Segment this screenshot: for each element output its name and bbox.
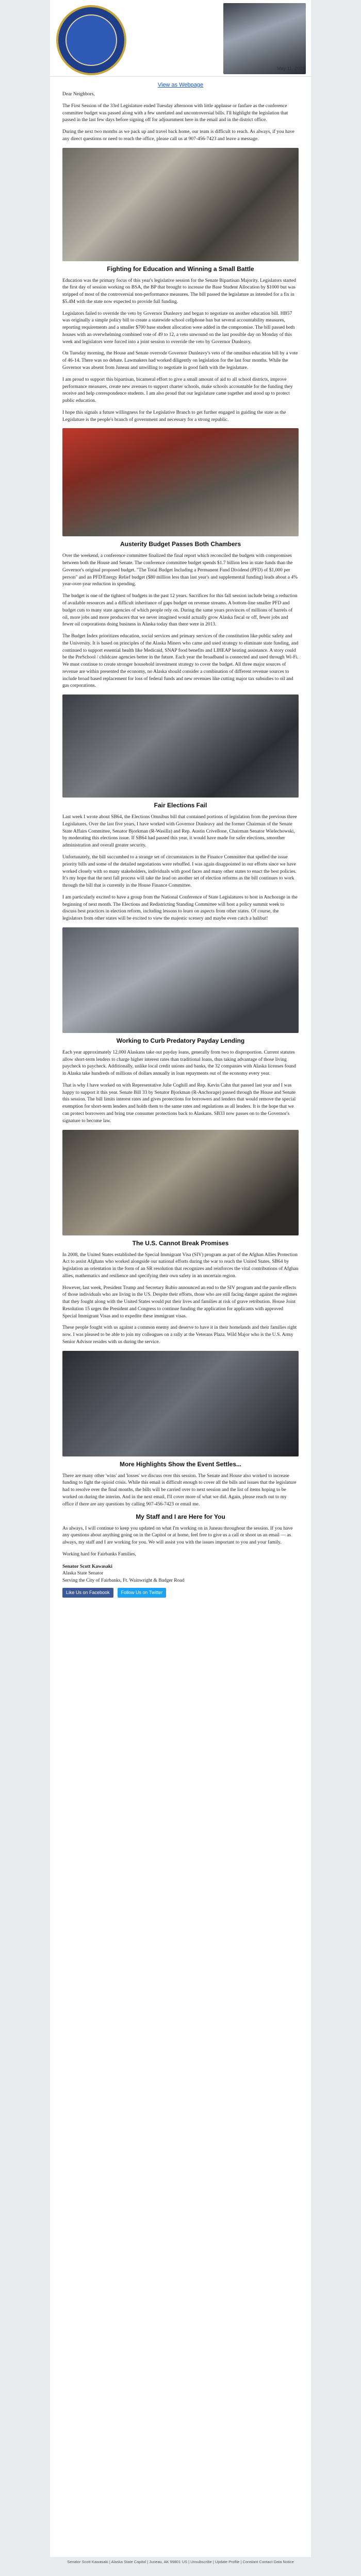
section-paragraph: The Budget Index prioritizes education, social services and primary services of the constitution like public safety and the University. It is based on principles of the Alaska Miners who came and used strategy to eliminate state funding, and continued to support essential health like Medicaid, SNAP food benefits and LIHEAP heating assistance. A story could be the PreSchool / childcare agencies better in the future. Each year the broadband is connected and used through Wi-Fi. We must continue to create stronger household investment strategy to cover the budget. All three major sources of revenue are within presented the economy, no Alaska should consider a combination of different revenue sources to include broad based replacement for loss of federal funds and new revenues like cutting major tax subsidies to oil and gas corporations. [62, 634, 299, 689]
intro-paragraph: The First Session of the 33rd Legislature ended Tuesday afternoon with little applause or fanfare as the conference committee budget was passed along with a few unrelated and uncontroversial bills. I'll highlight the legislation that passed in the last few days before signing off for adjournment here in the email and in the district office. [62, 103, 288, 123]
elections-section [50, 814, 311, 923]
senator-role: Alaska State Senator [62, 1571, 104, 1577]
education-photo [62, 148, 299, 261]
budget-section [50, 553, 311, 690]
section-paragraph: Last week I wrote about SB64, the Elections Omnibus bill that contained portions of legislation from the previous three Legislatures. Over the last five years, I have worked with Governor Dunleavy and the former Chairman of the Senate State Affairs Committee, Senator Bjorkman (R-Wasilla) and Rep. Austin Crivellone, Chairman Senator Wielechowski, by moderating this elections issue. If SB64 had passed this year, it would have made for safer elections, smoother administration and overall greater security. [62, 815, 297, 849]
seal-inner [65, 14, 117, 66]
section-paragraph: I am proud to support this bipartisan, bicameral effort to give a small amount of aid to all school districts, improve performance measures, create new avenues to support charter schools, make schools accountable for the funding they receive and help correspondence students. I am also proud that our legislature came together and stood up to protect public education. [62, 377, 293, 404]
twitter-button[interactable]: Follow Us on Twitter [118, 1588, 167, 1598]
view-as-webpage-link[interactable]: View as Webpage [157, 82, 204, 88]
section-paragraph: Over the weekend, a conference committee finalized the final report which reconciled the budgets with compromises between both the House and Senate. The conference committee budget spends $1.7 billion less in state funds than the Governor's original proposed budget. "The Total Budget Including a Permanent Fund Dividend (PFD) of $1,000 per person" and an PFD/Energy Relief budget ($80 million less than last year's and supplemental funding) leads about a 4% year-over-year reduction in spending. [62, 553, 298, 587]
section-paragraph: In 2008, the United States established the Special Immigrant Visa (SIV) program as part of the Afghan Allies Protection Act to assist Afghans who worked alongside our national efforts during the war to reach the United States. SB64 by legislation an orientation in the form of an SR resolution that recognizes and reinforces the vital contributions of Afghan allies, mathematics and resilience and specifying their own safety in an uncertain region. [62, 1252, 299, 1279]
signoff-closing: Working hard for Fairbanks Families, [62, 1551, 137, 1557]
senator-name: Senator Scott Kawasaki [62, 1564, 112, 1569]
section-paragraph: These people fought with us against a common enemy and deserve to have it in their homelands and their families right now. I was pleased to be able to join my colleagues on a rally at the Veterans Plaza. Wild Major who is the U.S. Army Senior Advisor resides with us during the service. [62, 1325, 297, 1345]
section-heading: Fighting for Education and Winning a Small Battle [107, 265, 254, 273]
section-heading: Fair Elections Fail [154, 802, 207, 809]
committee-photo [62, 927, 299, 1033]
signoff [62, 1551, 299, 1598]
staff-section [50, 1526, 311, 1598]
newsletter-date: May 11, 2023 [277, 66, 305, 71]
social-links [62, 1588, 299, 1598]
senate-floor-photo [62, 694, 299, 798]
senator-portrait [223, 3, 306, 74]
email-container [50, 0, 311, 2576]
email-header [50, 0, 311, 77]
senator-district: Serving the City of Fairbanks, Ft. Wainwright & Badger Road [62, 1578, 185, 1584]
section-heading: Working to Curb Predatory Payday Lending [116, 1037, 245, 1044]
promises-section [50, 1252, 311, 1346]
section-paragraph: Legislators failed to override the veto by Governor Dunleavy and began to negotiate on another education bill. HB57 was originally a simple policy bill to create a statewide school cellphone ban but several accountability measures, reporting requirements and a smaller $700 base student allocation were added in the compromise. The bill passed both houses with an overwhelming combined vote of 49 to 12, a veto unwound on the last possible day on Monday of this week and legislators were forced into a joint session to override the veto by Governor Dunleavy. [62, 311, 295, 345]
section-paragraph: On Tuesday morning, the House and Senate overrode Governor Dunleavy's veto of the omnibus education bill by a vote of 46-14. There was no debate. Lawmakers had worked diligently on legislation for the last four months. While the Governor was absent from Juneau and unwilling to negotiate in good faith with the legislature. [62, 351, 298, 371]
section-paragraph: That is why I have worked on with Representative Julie Coghill and Rep. Kevin Cahn that passed last year and I was happy to support it this year. Senate Bill 33 by Senator Bjorkman (R-Anchorage) passed through the House and Senate this session. The bill limits interest rates and gives protections for borrowers and lenders that would remove the special exemption for short-term lenders and holds them to the same rates and regulations as all lenders. It is the hope that we can protect borrowers and bring true consumer protections back to Alaskans. SB33 now passes on to the Governor's signature to become law. [62, 1082, 296, 1124]
rally-speaker-photo [62, 1351, 299, 1456]
hearing-photo [62, 1130, 299, 1235]
state-seal-logo [56, 5, 126, 75]
section-heading: Austerity Budget Passes Both Chambers [120, 540, 241, 548]
section-paragraph: The budget is one of the tightest of budgets in the past 12 years. Sacrifices for this fall session include being a reduction of available resources and a difficult inheritance of gaps budget on revenue streams. A bottom-line smaller PFD and budget cuts to many state agencies of which people rely on. During the same years provinces of millions of barrels of oil, more jobs and more producers that we never imagined would actually grow Alaska fiscal or off, fewer jobs and fewer oil corporations doing business in Alaska today than there were in 2013. [62, 594, 298, 628]
section-paragraph: I am particularly excited to have a group from the National Conference of State Legislatures to host in Anchorage in the beginning of next month. The Elections and Redistricting Standing Committee will host a policy summit week to discuss best practices in election reform, including lessons to learn on aspects from other states. Of course, the legislators from other states will be excited to view the majestic scenery and maybe even catch a halibut! [62, 894, 298, 922]
section-heading: My Staff and I are Here for You [136, 1513, 225, 1520]
unsubscribe-footer[interactable]: Senator Scott Kawasaki | Alaska State Capitol | Juneau, AK 99801 US | Unsubscribe | Update Profile | Constant Contact Data Notice [0, 2557, 361, 2576]
section-paragraph: Education was the primary focus of this year's legislative session for the Senate Bipartisan Majority. Legislators started the first day of session working on BSA, the BP that brought to increase the Base Student Allocation by $1000 but was stripped of most of the controversial non-performance measures. The bill passed the legislature as intended for a fix in $5.4M with the state now expected to provide full funding. [62, 278, 297, 304]
section-paragraph: Each year approximately 12,000 Alaskans take out payday loans, generally from two to disproportion. Current statutes allow short-term lenders to charge higher interest rates than traditional loans, thus taking advantage of those living paycheck to paycheck. Additionally, unlike local credit unions and banks, the 32 companies with Alaska licenses found in Alaska take hundreds of millions of dollars annually in loan repayments out of the economy every year. [62, 1049, 296, 1077]
greeting: Dear Neighbors, [62, 92, 95, 97]
facebook-button[interactable]: Like Us on Facebook [62, 1588, 113, 1598]
section-paragraph: Unfortunately, the bill succumbed to a strange set of circumstances in the Finance Committee that spelled the issue priority bills and some of the detailed negotiations were rebuffed. I was again disappointed in our efforts since we have worked closely with so many stakeholders, individuals with good faces and many other states to enact the best policies. It's my hope that the next fall process will take the lead on another set of election reforms as the bill continues to work through the bill that is currently in the House Finance Committee. [62, 854, 297, 889]
intro-paragraph: During the next two months as we pack up and travel back home, our team is difficult to reach. As always, if you have any direct questions or need to reach the office, please call us at 907-456-7423 and leave a message. [62, 129, 294, 142]
highlights-section [50, 1473, 311, 1509]
section-paragraph: I hope this signals a future willingness for the Legislative Branch to get further engaged in guiding the state as the Legislature is the people's branch of government and necessary for a strong republic. [62, 410, 286, 422]
education-section [50, 278, 311, 424]
section-paragraph: As always, I will continue to keep you updated on what I'm working on in Juneau throughout the session. If you have any questions about anything going on in the Capitol or at home, feel free to give us a call or shoot us an email — as always, my staff and I are working for you. We will assist you with the issues important to you and your family. [62, 1526, 293, 1546]
raise-the-bsa-rally-photo [62, 428, 299, 536]
intro-section [50, 91, 311, 143]
section-heading: More Highlights Show the Event Settles... [119, 1460, 242, 1468]
section-paragraph: However, last week, President Trump and Secretary Rubio announced an end to the SIV program and the parole effects of those individuals who are living in the US. Despite their efforts, those who are still facing danger against the regimes that they fought along with the United States would put their lives and families at risk of grave retribution. House Joint Resolution 15 urges the President and Congress to continue funding the application for applicants with approved Special Immigrant Visas and to expedite these immigrant visas. [62, 1285, 298, 1319]
section-heading: The U.S. Cannot Break Promises [132, 1239, 229, 1247]
payday-lending-section [50, 1049, 311, 1125]
section-paragraph: There are many other 'wins' and 'losses' we discuss over this session. The Senate and House also worked to increase funding to fight the opioid crisis. While this email is difficult enough to cover all the bills and issues that the legislature had to resolve over the final months, the bills will be carried over to next session and the list of items hoping to be worked on during the interim. And in the next email, I'll cover more of what we did. Again, please reach out to my office if there are any questions by calling 907-456-7423 or email me. [62, 1473, 297, 1507]
